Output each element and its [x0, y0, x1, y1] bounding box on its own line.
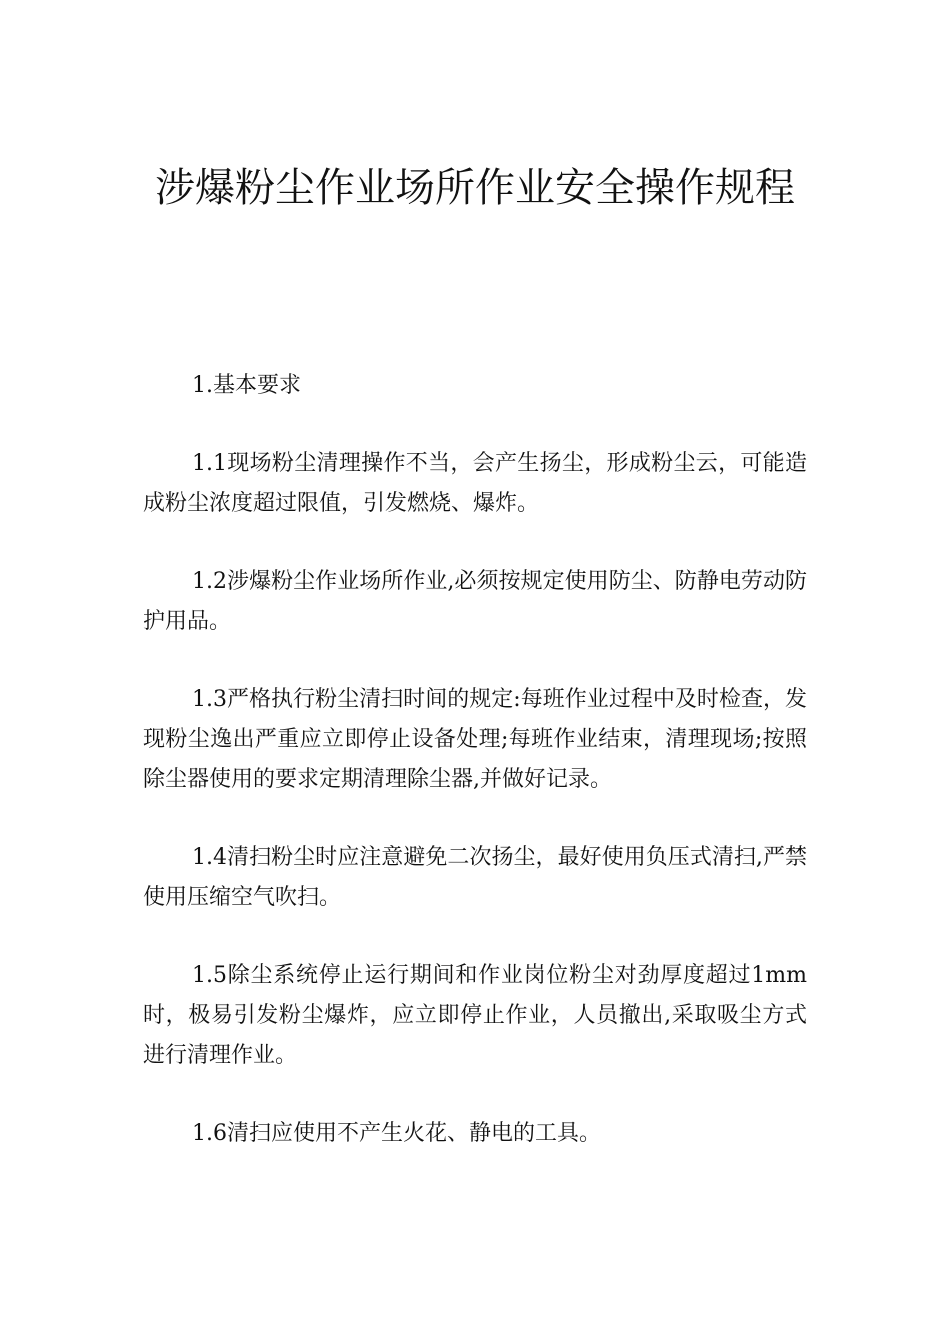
paragraph-1-5: 1.5除尘系统停止运行期间和作业岗位粉尘对劲厚度超过1mm时，极易引发粉尘爆炸，应立即停止作业，人员撤出,采取吸尘方式进行清理作业。 — [143, 963, 807, 1068]
paragraph-1-3: 1.3严格执行粉尘清扫时间的规定:每班作业过程中及时检查，发现粉尘逸出严重应立即停止设备处理;每班作业结束，清理现场;按照除尘器使用的要求定期清理除尘器,并做好记录。 — [143, 687, 807, 792]
paragraph-1-6: 1.6清扫应使用不产生火花、静电的工具。 — [192, 1121, 601, 1146]
paragraph-1-1: 1.1现场粉尘清理操作不当，会产生扬尘，形成粉尘云，可能造成粉尘浓度超过限值，引发燃烧、爆炸。 — [143, 451, 807, 516]
section-heading: 1.基本要求 — [192, 373, 301, 398]
paragraph-1-4: 1.4清扫粉尘时应注意避免二次扬尘，最好使用负压式清扫,严禁使用压缩空气吹扫。 — [143, 845, 807, 910]
document-body — [143, 366, 807, 1192]
document-title: 涉爆粉尘作业场所作业安全操作规程 — [155, 165, 795, 211]
paragraph-1-2: 1.2涉爆粉尘作业场所作业,必须按规定使用防尘、防静电劳动防护用品。 — [143, 569, 807, 634]
